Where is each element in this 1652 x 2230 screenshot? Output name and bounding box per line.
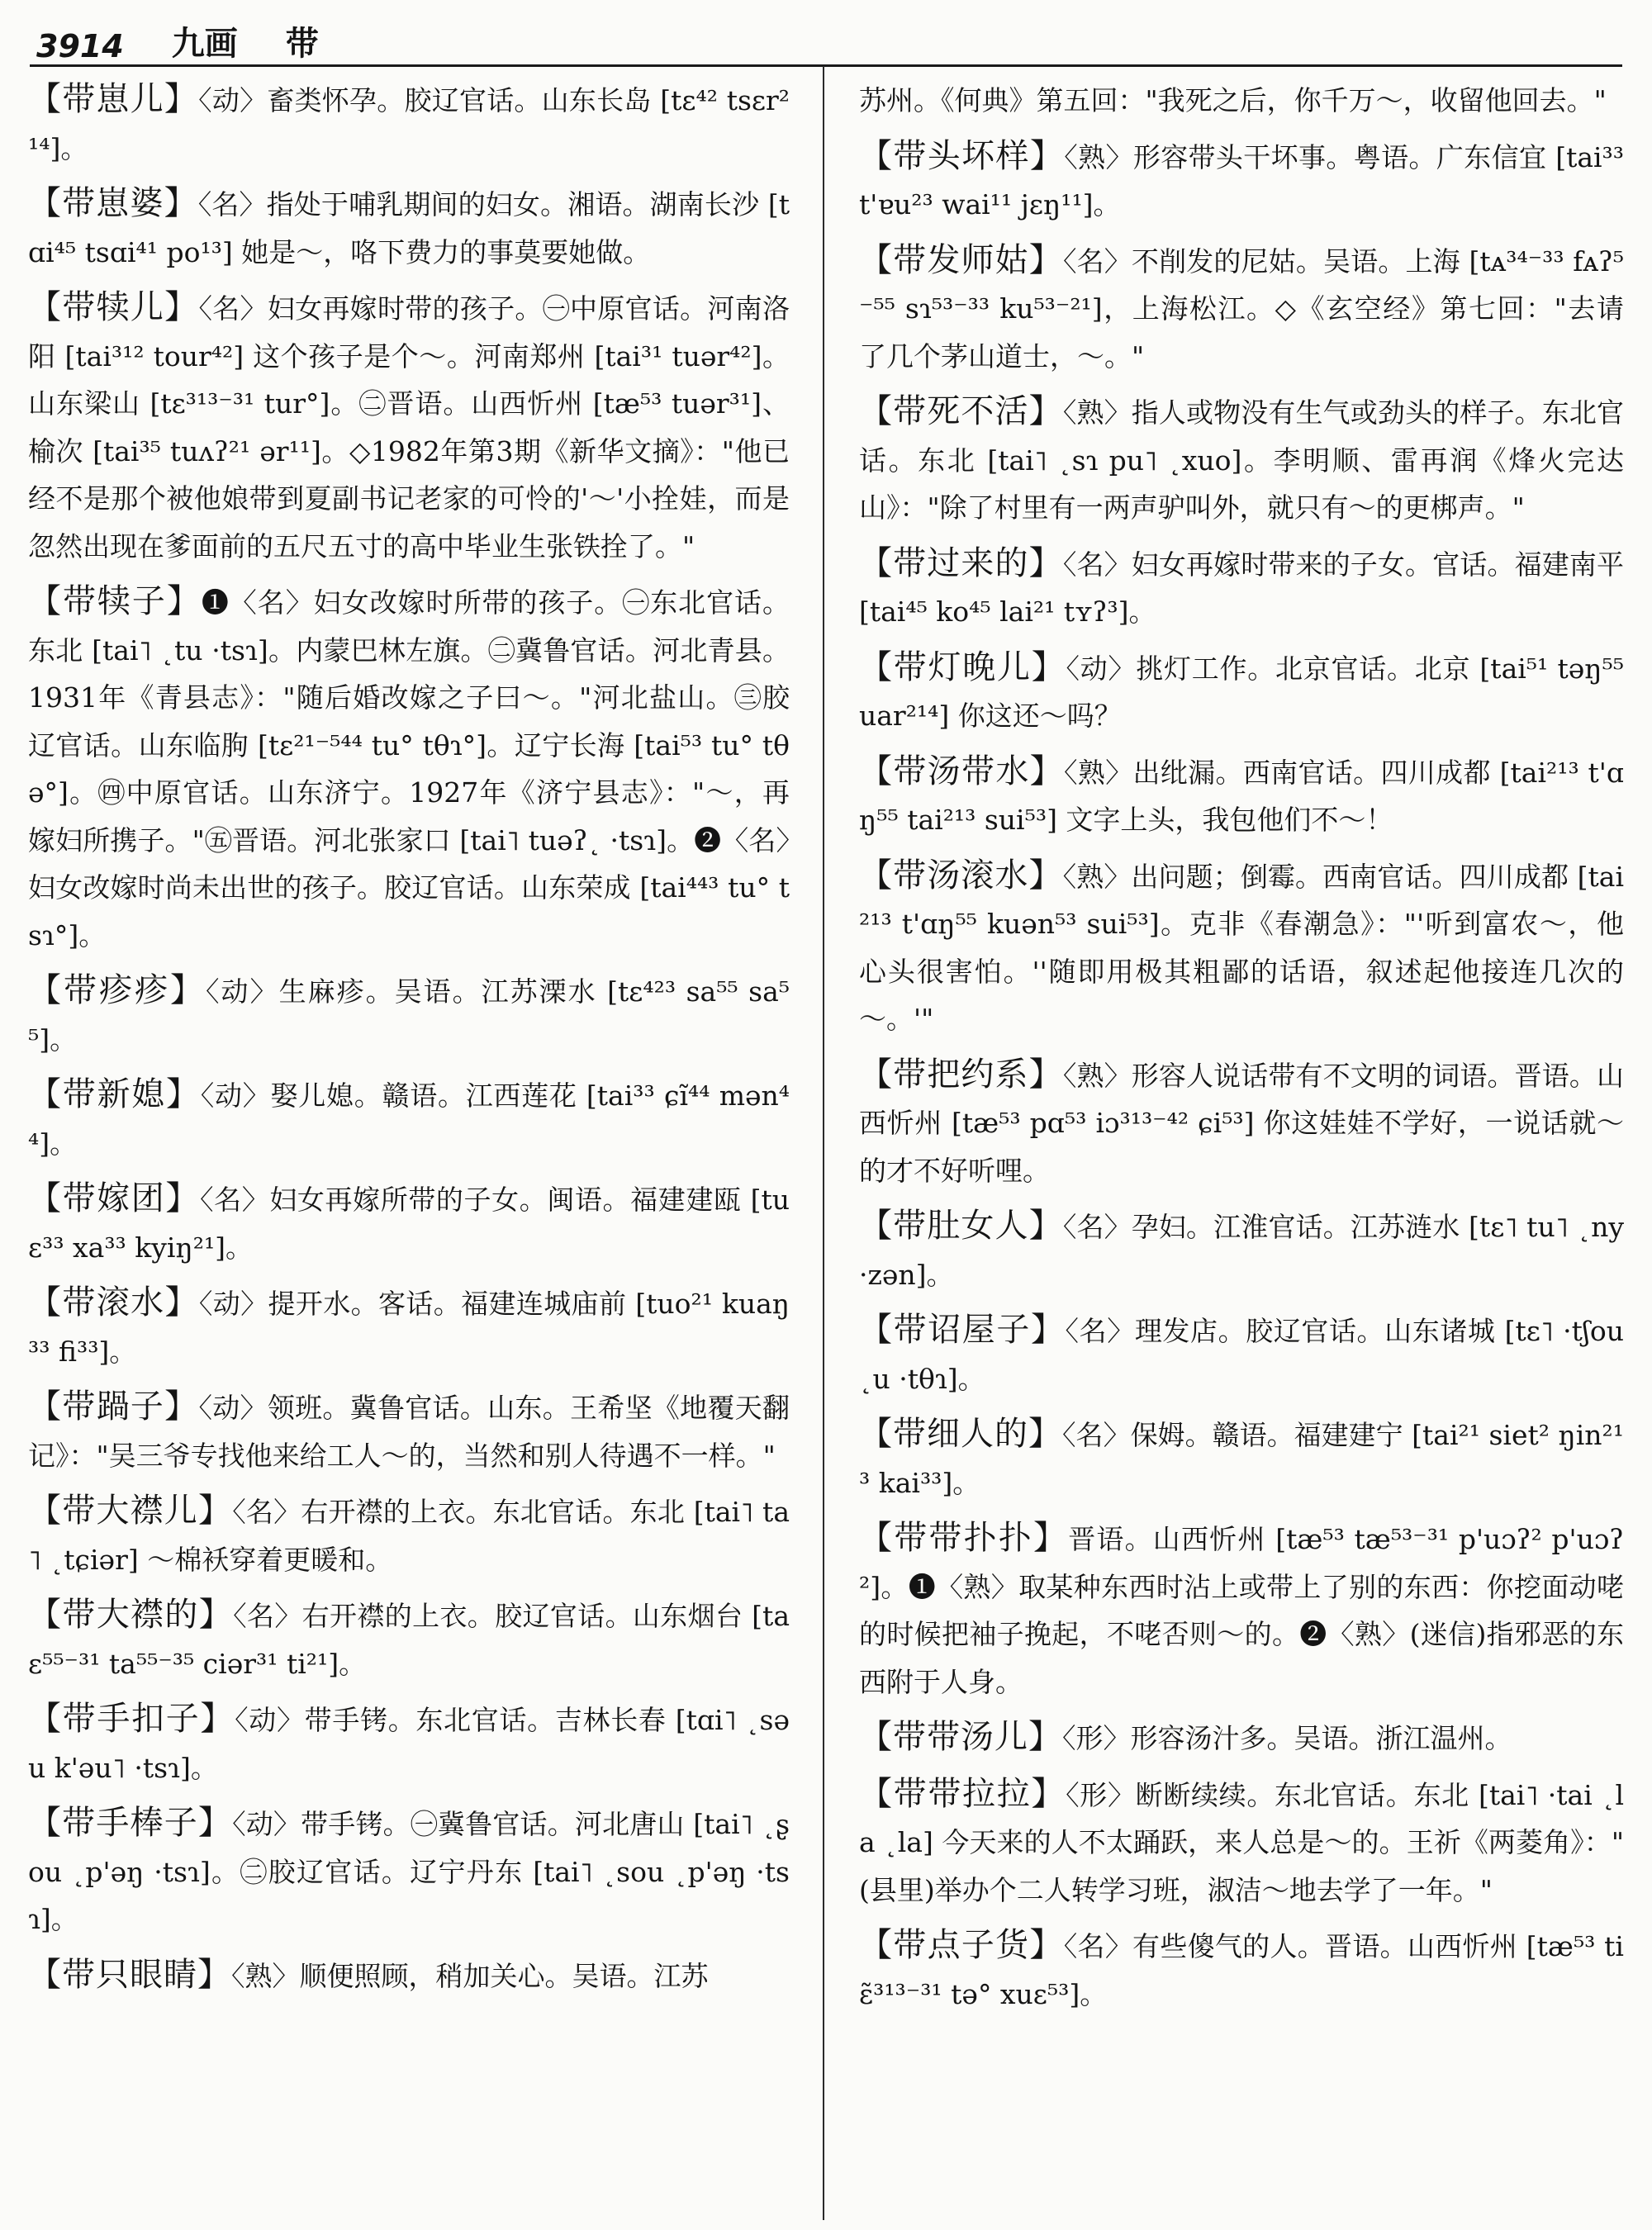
dictionary-entry (859, 1771, 1624, 1914)
entry-definition: 〈动〉带手铐。东北官话。吉林长春 [tɑi˥ ˛səu k'əu˥ ·tsɿ]。 (28, 1704, 790, 1784)
entry-definition: 〈动〉娶儿媳。赣语。江西莲花 [tai³³ ɕĩ⁴⁴ mən⁴⁴]。 (28, 1079, 790, 1160)
entry-headword: 【带大襟儿】 (28, 1492, 233, 1530)
entry-headword: 【带手棒子】 (28, 1804, 233, 1842)
dictionary-entry (28, 1487, 790, 1583)
dictionary-entry (859, 1922, 1624, 2018)
entry-definition: 〈名〉理发店。胶辽官话。山东诸城 [tɛ˥ ·tʃou ˛u ·tθɿ]。 (859, 1315, 1624, 1395)
dictionary-entry (859, 388, 1624, 532)
entry-headword: 【带新媳】 (28, 1075, 201, 1113)
entry-headword: 【带过来的】 (859, 543, 1063, 582)
dictionary-entry (859, 1515, 1624, 1706)
dictionary-entry (28, 1383, 790, 1479)
entry-definition: 〈名〉妇女再嫁时带来的子女。官话。福建南平 [tai⁴⁵ ko⁴⁵ lai²¹ tʏʔ³]。 (859, 548, 1624, 628)
entry-definition: 〈动〉提开水。客话。福建连城庙前 [tuo²¹ kuaŋ³³ fi³³]。 (28, 1288, 790, 1368)
dictionary-entry (859, 1203, 1624, 1298)
page-header (36, 15, 1616, 64)
entry-definition: 〈名〉不削发的尼姑。吴语。上海 [tᴀ³⁴⁻³³ fᴀʔ⁵⁻⁵⁵ sɿ⁵³⁻³³ ku⁵³⁻²¹]，上海松江。◇《玄空经》第七回："去请了几个茅山道士，～。" (859, 244, 1624, 372)
entry-definition: 〈形〉形容汤汁多。吴语。浙江温州。 (1062, 1722, 1512, 1754)
entry-definition: 〈名〉右开襟的上衣。胶辽官话。山东烟台 [taɛ⁵⁵⁻³¹ ta⁵⁵⁻³⁵ ciər³¹ ti²¹]。 (28, 1600, 790, 1680)
entry-headword: 【带犊儿】 (28, 288, 199, 326)
entry-definition: 〈名〉妇女再嫁时带的孩子。㊀中原官话。河南洛阳 [tai³¹² tour⁴²] 这个孩子是个～。河南郑州 [tai³¹ tuər⁴²]。山东梁山 [tɛ³¹³⁻³¹ tur°]。㊁晋语。山西忻州 [tæ⁵³ tuər³¹]、榆次 [tai³⁵ tuʌʔ²¹ ər¹¹]。◇1982年第3期《新华文摘》："他已经不是那个被他娘带到夏副书记老家的可怜的'～'小拴娃，而是忽然出现在爹面前的五尺五寸的高中毕业生张铁拴了。" (28, 292, 790, 562)
entry-headword: 【带汤滚水】 (859, 856, 1063, 894)
column-divider (823, 66, 824, 2220)
entry-headword: 【带点子货】 (859, 1926, 1064, 1964)
dictionary-entry (28, 1279, 790, 1375)
entry-headword: 【带汤带水】 (859, 752, 1064, 790)
entry-definition: 〈名〉保姆。赣语。福建建宁 [tai²¹ siet² ŋin²¹³ kai³³]。 (859, 1419, 1624, 1499)
dictionary-entry (28, 578, 790, 959)
right-column (859, 76, 1624, 2223)
entry-definition: 〈熟〉形容带头干坏事。粤语。广东信宜 [tai³³ t'ɐu²³ wai¹¹ jɛŋ¹¹]。 (859, 140, 1624, 221)
entry-definition: 〈名〉妇女再嫁所带的子女。闽语。福建建瓯 [tuɛ³³ xa³³ kyiŋ²¹]。 (28, 1184, 790, 1264)
entry-definition: 〈名〉孕妇。江淮官话。江苏涟水 [tɛ˥ tu˥ ˛ny ·zən]。 (859, 1211, 1624, 1291)
dictionary-entry (859, 852, 1624, 1043)
dictionary-entry (28, 1175, 790, 1271)
dictionary-entry (28, 1696, 790, 1791)
section-label: 九画 (171, 24, 238, 63)
entry-headword: 【带带汤儿】 (859, 1718, 1062, 1756)
dictionary-entry (859, 237, 1624, 381)
dictionary-entry (859, 1051, 1624, 1195)
header-character: 带 (285, 24, 319, 63)
entry-headword: 【带诏屋子】 (859, 1311, 1066, 1349)
entry-headword: 【带带拉拉】 (859, 1774, 1066, 1813)
entry-headword: 【带带扑扑】 (859, 1519, 1069, 1557)
entry-definition: 〈熟〉形容人说话带有不文明的词语。晋语。山西忻州 [tæ⁵³ pɑ⁵³ iɔ³¹³⁻⁴² ɕi⁵³] 你这娃娃不学好，一说话就～的才不好听哩。 (859, 1059, 1624, 1187)
entry-definition: 〈名〉右开襟的上衣。东北官话。东北 [tai˥ ta˥ ˛tɕiər] ～棉袄穿着更暖和。 (28, 1496, 790, 1576)
entry-headword: 【带犊子】 (28, 582, 202, 620)
entry-headword: 【带崽婆】 (28, 184, 198, 222)
entry-headword: 【带死不活】 (859, 392, 1063, 430)
entry-headword: 【带滚水】 (28, 1283, 199, 1321)
entry-definition: 〈动〉生麻疹。吴语。江苏溧水 [tɛ⁴²³ sa⁵⁵ sa⁵⁵]。 (28, 975, 790, 1056)
dictionary-entry (859, 540, 1624, 636)
dictionary-entry (28, 180, 790, 276)
dictionary-entry (28, 967, 790, 1063)
dictionary-entry (859, 1411, 1624, 1506)
dictionary-entry (28, 284, 790, 570)
entry-definition: 〈熟〉指人或物没有生气或劲头的样子。东北官话。东北 [tai˥ ˛sɿ pu˥ ˛xuo]。李明顺、雷再润《烽火完达山》："除了村里有一两声驴叫外，就只有～的更梆声。" (859, 396, 1624, 524)
dictionary-entry (28, 76, 790, 172)
left-column (28, 76, 790, 2223)
dictionary-entry (859, 76, 1624, 125)
dictionary-entry (28, 1800, 790, 1943)
dictionary-entry (859, 644, 1624, 740)
entry-definition: 〈动〉挑灯工作。北京官话。北京 [tai⁵¹ təŋ⁵⁵ uar²¹⁴] 你这还～吗？ (859, 652, 1624, 732)
dictionary-entry (28, 1592, 790, 1687)
entry-definition: 〈动〉领班。冀鲁官话。山东。王希坚《地覆天翻记》："吴三爷专找他来给工人～的，当然和别人待遇不一样。" (28, 1392, 790, 1472)
entry-headword: 【带嫁团】 (28, 1179, 201, 1217)
header-rule (30, 64, 1622, 67)
entry-definition: 苏州。《何典》第五回："我死之后，你千万～，收留他回去。" (859, 84, 1607, 116)
dictionary-entry (28, 1071, 790, 1167)
entry-definition: 晋语。山西忻州 [tæ⁵³ tæ⁵³⁻³¹ p'uɔʔ² p'uɔʔ²]。❶〈熟〉取某种东西时沾上或带上了别的东西：你挖面动咾的时候把袖子挽起，不咾否则～的。❷〈熟〉(迷信)指邪恶的东西附于人身。 (859, 1523, 1624, 1698)
entry-headword: 【带肚女人】 (859, 1207, 1063, 1245)
entry-headword: 【带灯晚儿】 (859, 648, 1066, 686)
entry-definition: 〈动〉畜类怀孕。胶辽官话。山东长岛 [tɛ⁴² tsɛr²¹⁴]。 (28, 84, 790, 164)
dictionary-entry (859, 748, 1624, 844)
dictionary-entry (859, 1307, 1624, 1402)
entry-headword: 【带只眼睛】 (28, 1955, 231, 1994)
entry-definition: 〈熟〉出问题；倒霉。西南官话。四川成都 [tai²¹³ t'ɑŋ⁵⁵ kuən⁵³ sui⁵³]。克非《春潮急》："'听到富农～，他心头很害怕。''随即用极其粗鄙的话语，叙述起他接连几次的～。'" (859, 860, 1624, 1035)
entry-definition: 〈熟〉出纰漏。西南官话。四川成都 [tai²¹³ t'ɑŋ⁵⁵ tai²¹³ sui⁵³] 文字上头，我包他们不～！ (859, 756, 1624, 836)
page-number: 3914 (36, 28, 124, 64)
entry-headword: 【带大襟的】 (28, 1596, 234, 1634)
dictionary-entry (859, 1714, 1624, 1763)
entry-headword: 【带把约系】 (859, 1055, 1063, 1094)
entry-headword: 【带崽儿】 (28, 80, 199, 118)
entry-headword: 【带头坏样】 (859, 136, 1065, 175)
entry-headword: 【带疹疹】 (28, 971, 206, 1009)
entry-headword: 【带手扣子】 (28, 1700, 235, 1738)
entry-headword: 【带细人的】 (859, 1415, 1063, 1453)
entry-headword: 【带踻子】 (28, 1388, 199, 1426)
entry-definition: 〈名〉指处于哺乳期间的妇女。湘语。湖南长沙 [tɑi⁴⁵ tsɑi⁴¹ po¹³] 她是～，咯下费力的事莫要她做。 (28, 188, 790, 268)
entry-headword: 【带发师姑】 (859, 240, 1063, 279)
dictionary-entry (28, 1952, 790, 2000)
entry-definition: 〈熟〉顺便照顾，稍加关心。吴语。江苏 (231, 1959, 709, 1992)
dictionary-entry (859, 133, 1624, 229)
entry-definition: 〈形〉断断续续。东北官话。东北 [tai˥ ·tai ˛la ˛la] 今天来的人不太踊跃，来人总是～的。王祈《两菱角》："(县里)举办个二人转学习班，淑洁～地去学了一年。" (859, 1778, 1624, 1906)
entry-definition: 〈动〉带手铐。㊀冀鲁官话。河北唐山 [tai˥ ˛ʂou ˛p'əŋ ·tsɿ]。㊁胶辽官话。辽宁丹东 [tai˥ ˛sou ˛p'əŋ ·tsɿ]。 (28, 1808, 790, 1935)
entry-definition: 〈名〉有些傻气的人。晋语。山西忻州 [tæ⁵³ tiɛ̃³¹³⁻³¹ tə° xuɛ⁵³]。 (859, 1930, 1624, 2010)
entry-definition: ❶〈名〉妇女改嫁时所带的孩子。㊀东北官话。东北 [tai˥ ˛tu ·tsɿ]。内蒙巴林左旗。㊁冀鲁官话。河北青县。1931年《青县志》："随后婚改嫁之子曰～。"河北盐山。㊂胶辽官话。山东临朐 [tɛ²¹⁻⁵⁴⁴ tu° tθɿ°]。辽宁长海 [tai⁵³ tu° tθə°]。㊃中原官话。山东济宁。1927年《济宁县志》："～，再嫁妇所携子。"㊄晋语。河北张家口 [tai˥ tuəʔ˛ ·tsɿ]。❷〈名〉妇女改嫁时尚未出世的孩子。胶辽官话。山东荣成 [tai⁴⁴³ tu° tsɿ°]。 (28, 586, 790, 951)
